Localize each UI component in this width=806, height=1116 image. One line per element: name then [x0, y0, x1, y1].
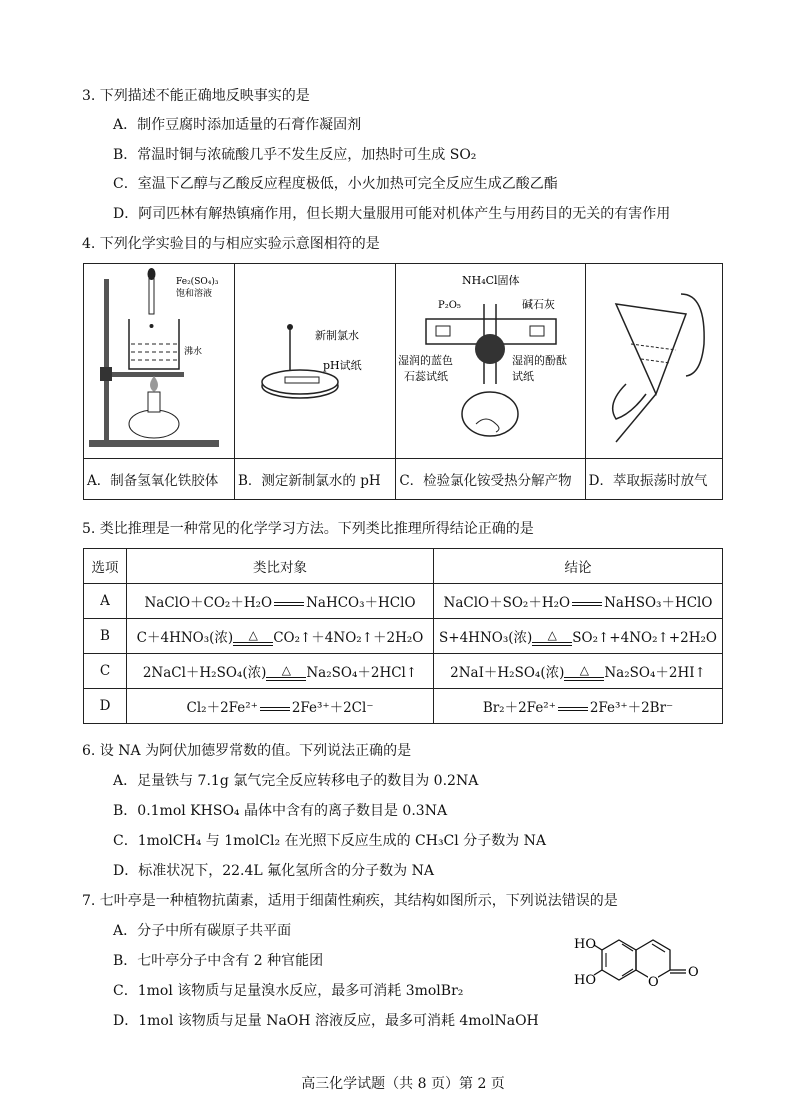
eq-right: SO₂↑+4NO₂↑+2H₂O	[572, 629, 717, 646]
label-wet-phenolphthalein: 湿润的酚酞	[512, 354, 568, 367]
q5-row-a-option: A	[84, 584, 127, 619]
eq-right: NaHSO₃＋HClO	[604, 595, 713, 611]
label-boiling-water: 沸水	[184, 347, 203, 357]
eq-left: Cl₂＋2Fe²⁺	[186, 700, 258, 716]
q7-option-b: B．七叶亭分子中含有 2 种官能团	[113, 953, 324, 969]
nh4cl-decomposition-figure	[396, 264, 584, 454]
equals-sign	[558, 707, 588, 711]
struct-carbonyl-oxygen: O	[688, 965, 699, 980]
q6-stem: 6. 设 NA 为阿伏加德罗常数的值。下列说法正确的是	[82, 743, 412, 759]
struct-ho-top: HO	[574, 937, 596, 952]
q5-row-b-conclusion	[434, 619, 723, 654]
q5-row-b-object	[127, 619, 434, 654]
eq-right: 2Fe³⁺＋2Cl⁻	[291, 700, 374, 716]
eq-left: 2NaI＋H₂SO₄(浓)	[450, 664, 565, 681]
heat-equals-sign	[532, 630, 572, 646]
q5-row-b-option: B	[84, 619, 127, 654]
q5-row-d-conclusion	[434, 689, 723, 724]
q5-row-c-conclusion	[434, 654, 723, 689]
q4-figure-d	[585, 264, 722, 459]
heat-equals-sign	[233, 630, 273, 646]
extraction-shaking-figure	[586, 264, 722, 454]
q5-row-c-object	[127, 654, 434, 689]
label-fe2so43: Fe₂(SO₄)₃	[176, 277, 219, 287]
q7-option-d: D．1mol 该物质与足量 NaOH 溶液反应，最多可消耗 4molNaOH	[113, 1013, 539, 1029]
table-row	[84, 654, 723, 689]
q5-header-conclusion: 结论	[434, 549, 723, 584]
q6-option-b: B．0.1mol KHSO₄ 晶体中含有的离子数目是 0.3NA	[113, 803, 448, 819]
q4-caption-d: D．萃取振荡时放气	[585, 459, 722, 500]
struct-ring-oxygen: O	[648, 975, 659, 990]
q4-stem: 4. 下列化学实验目的与相应实验示意图相符的是	[82, 236, 380, 252]
q5-table	[83, 548, 723, 724]
label-p2o5: P₂O₅	[438, 300, 462, 311]
eq-right: Na₂SO₄＋2HCl↑	[306, 664, 418, 681]
q7-option-a: A．分子中所有碳原子共平面	[113, 923, 292, 939]
table-row	[84, 619, 723, 654]
delta-symbol: △	[547, 628, 557, 643]
eq-right: Na₂SO₄＋2HI↑	[604, 664, 706, 681]
eq-left: NaClO＋SO₂＋H₂O	[443, 595, 571, 611]
q3-option-b: B．常温时铜与浓硫酸几乎不发生反应，加热时可生成 SO₂	[113, 147, 477, 163]
label-litmus-paper: 石蕊试纸	[404, 370, 449, 383]
q5-row-a-conclusion	[434, 584, 723, 619]
label-soda-lime: 碱石灰	[522, 298, 556, 311]
q3-stem: 3. 下列描述不能正确地反映事实的是	[82, 88, 310, 104]
q4-caption-a: A．制备氢氧化铁胶体	[84, 459, 235, 500]
q7-stem: 7. 七叶亭是一种植物抗菌素，适用于细菌性痢疾，其结构如图所示，下列说法错误的是	[82, 893, 618, 909]
delta-symbol: △	[248, 628, 258, 643]
label-wet-blue: 湿润的蓝色	[398, 354, 454, 367]
q3-option-c: C．室温下乙醇与乙酸反应程度极低，小火加热可完全反应生成乙酸乙酯	[113, 176, 558, 192]
page-footer: 高三化学试题（共 8 页）第 2 页	[301, 1076, 505, 1092]
q4-caption-b: B．测定新制氯水的 pH	[235, 459, 396, 500]
eq-left: S+4HNO₃(浓)	[439, 629, 533, 646]
eq-left: 2NaCl＋H₂SO₄(浓)	[142, 664, 267, 681]
q5-row-c-option: C	[84, 654, 127, 689]
eq-left: C＋4HNO₃(浓)	[136, 629, 234, 646]
equals-sign	[260, 707, 290, 711]
q5-header-object: 类比对象	[127, 549, 434, 584]
label-saturated-solution: 饱和溶液	[176, 289, 213, 299]
heat-equals-sign	[564, 665, 604, 681]
q3-option-d: D．阿司匹林有解热镇痛作用，但长期大量服用可能对机体产生与用药目的无关的有害作用	[113, 206, 671, 222]
equals-sign	[274, 602, 304, 606]
q4-figure-a	[84, 264, 235, 459]
table-row	[84, 689, 723, 724]
q5-row-d-option: D	[84, 689, 127, 724]
equals-sign	[572, 602, 602, 606]
label-ph-paper: pH试纸	[323, 359, 362, 372]
struct-ho-bottom: HO	[574, 973, 596, 988]
label-new-chlorine-water: 新制氯水	[315, 329, 360, 342]
delta-symbol: △	[579, 663, 589, 678]
q6-option-c: C．1molCH₄ 与 1molCl₂ 在光照下反应生成的 CH₃Cl 分子数为 NA	[113, 833, 547, 849]
delta-symbol: △	[281, 663, 291, 678]
q4-figure-b	[235, 264, 396, 459]
eq-right: 2Fe³⁺＋2Br⁻	[589, 700, 674, 716]
q5-row-d-object	[127, 689, 434, 724]
q4-figure-table	[83, 263, 723, 500]
eq-right: NaHCO₃＋HClO	[306, 595, 416, 611]
q7-option-c: C．1mol 该物质与足量溴水反应，最多可消耗 3molBr₂	[113, 983, 464, 999]
heat-equals-sign	[266, 665, 306, 681]
table-row	[84, 584, 723, 619]
q3-option-a: A．制作豆腐时添加适量的石膏作凝固剂	[113, 117, 362, 133]
q5-row-a-object	[127, 584, 434, 619]
q4-caption-c: C．检验氯化铵受热分解产物	[396, 459, 585, 500]
eq-left: Br₂＋2Fe²⁺	[482, 700, 556, 716]
colloid-apparatus-figure	[84, 264, 234, 454]
eq-left: NaClO＋CO₂＋H₂O	[144, 595, 273, 611]
eq-right: CO₂↑＋4NO₂↑＋2H₂O	[273, 629, 424, 646]
esculetin-structure	[574, 928, 714, 998]
q5-header-option: 选项	[84, 549, 127, 584]
label-nh4cl-solid: NH₄Cl固体	[462, 274, 521, 287]
label-test-paper: 试纸	[512, 370, 535, 383]
q5-stem: 5. 类比推理是一种常见的化学学习方法。下列类比推理所得结论正确的是	[82, 521, 534, 537]
q6-option-d: D．标准状况下，22.4L 氟化氢所含的分子数为 NA	[113, 863, 434, 879]
ph-test-figure	[235, 264, 395, 454]
q6-option-a: A．足量铁与 7.1g 氯气完全反应转移电子的数目为 0.2NA	[113, 773, 479, 789]
q4-figure-c	[396, 264, 585, 459]
